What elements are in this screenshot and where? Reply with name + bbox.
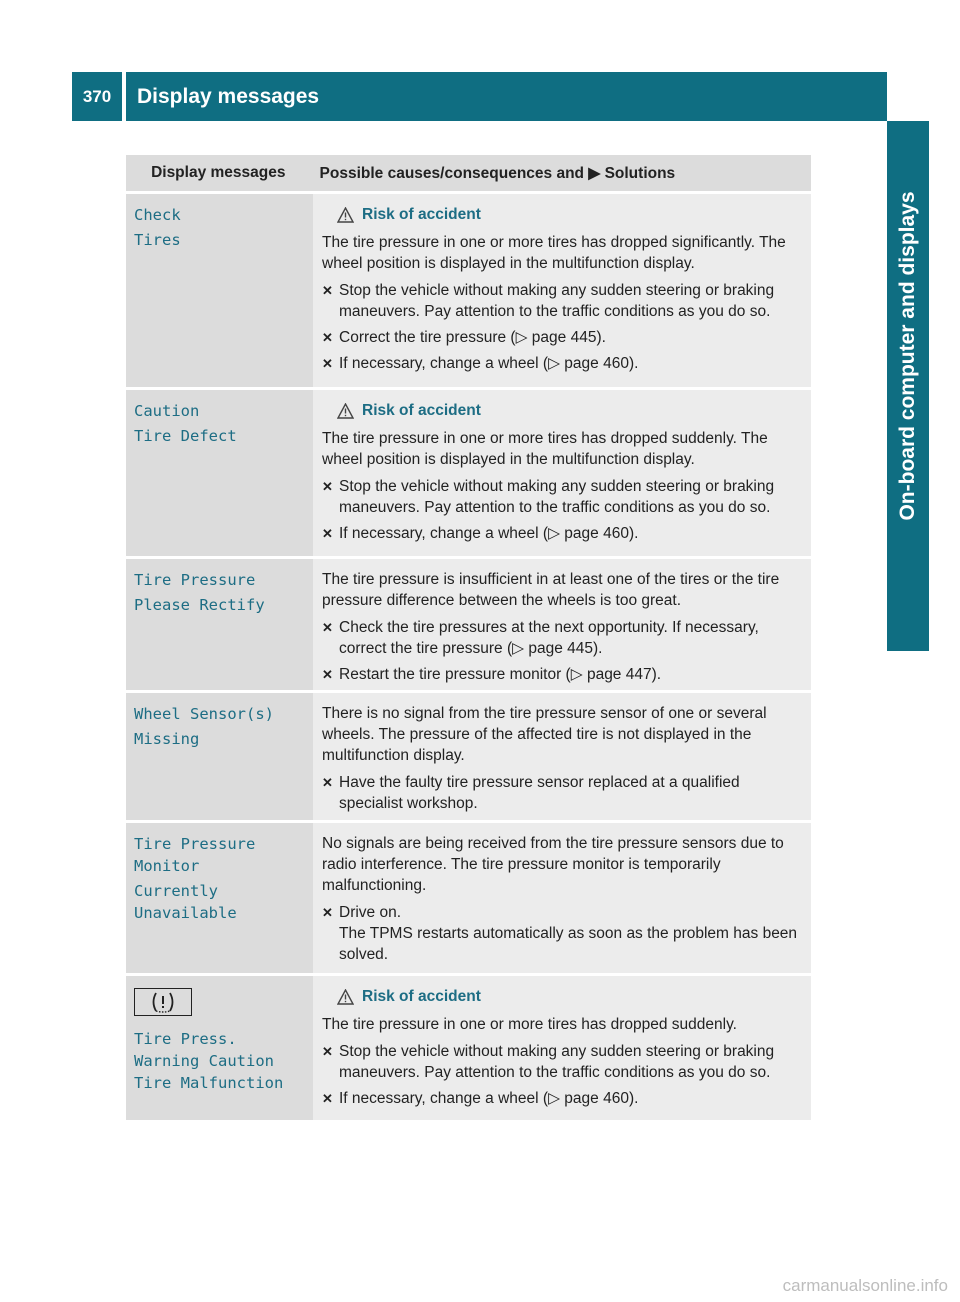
step-x-icon: ✕ [322, 1091, 333, 1106]
risk-warning: Risk of accident [337, 986, 805, 1007]
side-tab-label: On-board computer and displays [896, 191, 919, 521]
step-x-icon: ✕ [322, 1044, 333, 1059]
page-number: 370 [82, 86, 112, 106]
solution-step: ✕ If necessary, change a wheel (▷ page 460). [322, 1090, 639, 1107]
action-arrow-icon: ▶ [588, 164, 601, 182]
display-message: Tire Pressure Monitor Currently Unavailable [126, 823, 313, 973]
display-message: Wheel Sensor(s) Missing [126, 693, 313, 820]
solution-cell: There is no signal from the tire pressure sensor of one or several wheels. The pressure of the affected tire is not displayed in the multifunction display. ✕ Have the faulty tire pressure sensor replaced at a qualified specialist workshop. [313, 693, 811, 820]
solution-step: ✕ Restart the tire pressure monitor (▷ page 447). [322, 666, 662, 683]
step-x-icon: ✕ [322, 620, 333, 635]
step-x-icon: ✕ [322, 330, 333, 345]
solution-cell: Risk of accident The tire pressure in one or more tires has dropped suddenly. The wheel position is displayed in the multifunction display. ✕ Stop the vehicle without making any sudden steering or braking maneuvers. Pay attention to the traffic conditions as you do so. ✕ If necessary, change a wheel (▷ page 460). [313, 390, 811, 556]
table-header [126, 155, 811, 191]
solution-cell: No signals are being received from the tire pressure sensors due to radio interference. The tire pressure monitor is temporarily malfunctioning. ✕ Drive on. The TPMS restarts automatically as soon as the problem has been solved. [313, 823, 811, 973]
risk-warning: Risk of accident [337, 204, 805, 225]
solution-step: ✕ Drive on. The TPMS restarts automatically as soon as the problem has been solved. [322, 904, 798, 963]
table-row [126, 973, 811, 1120]
step-x-icon: ✕ [322, 905, 333, 920]
page-header [72, 72, 887, 121]
solution-step: ✕ Correct the tire pressure (▷ page 445). [322, 329, 606, 346]
step-x-icon: ✕ [322, 356, 333, 371]
display-message: Tire Press. Warning Caution Tire Malfunction [126, 976, 313, 1120]
table-row [126, 191, 811, 387]
page-title: Display messages [137, 84, 320, 108]
solution-step: ✕ Stop the vehicle without making any sudden steering or braking maneuvers. Pay attention to the traffic conditions as you do so. [322, 478, 775, 516]
solution-cell: The tire pressure is insufficient in at least one of the tires or the tire pressure difference between the wheels is too great. ✕ Check the tire pressures at the next opportunity. If necessary, correct the tire pressure (▷ page 445). ✕ Restart the tire pressure monitor (▷ page 447). [313, 559, 811, 690]
col-display-messages: Display messages [151, 164, 286, 181]
solution-step: ✕ Check the tire pressures at the next opportunity. If necessary, correct the tire pressure (▷ page 445). [322, 619, 759, 657]
solution-step: ✕ Stop the vehicle without making any sudden steering or braking maneuvers. Pay attention to the traffic conditions as you do so. [322, 1043, 775, 1081]
warning-triangle-icon [337, 207, 354, 223]
table-row [126, 556, 811, 690]
side-tab [887, 121, 929, 591]
step-x-icon: ✕ [322, 667, 333, 682]
messages-table [126, 155, 811, 1120]
risk-warning: Risk of accident [337, 400, 805, 421]
side-tab-block [887, 591, 929, 651]
solution-cell: Risk of accident The tire pressure in one or more tires has dropped significantly. The wheel position is displayed in the multifunction display. ✕ Stop the vehicle without making any sudden steering or braking maneuvers. Pay attention to the traffic conditions as you do so. ✕ Correct the tire pressure (▷ page 445). ✕ If necessary, change a wheel (▷ page 460). [313, 194, 811, 387]
solution-step: ✕ Stop the vehicle without making any sudden steering or braking maneuvers. Pay attention to the traffic conditions as you do so. [322, 282, 775, 320]
table-row [126, 387, 811, 556]
table-row [126, 820, 811, 973]
solution-step: ✕ If necessary, change a wheel (▷ page 460). [322, 355, 639, 372]
solution-step: ✕ If necessary, change a wheel (▷ page 460). [322, 525, 639, 542]
watermark: carmanualsonline.info [782, 1276, 948, 1295]
tire-pressure-warning-icon [134, 988, 192, 1016]
warning-triangle-icon [337, 403, 354, 419]
step-x-icon: ✕ [322, 283, 333, 298]
display-message: Check Tires [126, 194, 313, 387]
step-x-icon: ✕ [322, 526, 333, 541]
col-causes-solutions: Possible causes/consequences and ▶ Solutions [319, 164, 676, 182]
step-x-icon: ✕ [322, 479, 333, 494]
table-row [126, 690, 811, 820]
display-message: Tire Pressure Please Rectify [126, 559, 313, 690]
step-x-icon: ✕ [322, 775, 333, 790]
warning-triangle-icon [337, 989, 354, 1005]
solution-cell: Risk of accident The tire pressure in one or more tires has dropped suddenly. ✕ Stop the vehicle without making any sudden steering or braking maneuvers. Pay attention to the traffic conditions as you do so. ✕ If necessary, change a wheel (▷ page 460). [313, 976, 811, 1120]
display-message: Caution Tire Defect [126, 390, 313, 556]
solution-step: ✕ Have the faulty tire pressure sensor replaced at a qualified specialist workshop. [322, 774, 740, 812]
